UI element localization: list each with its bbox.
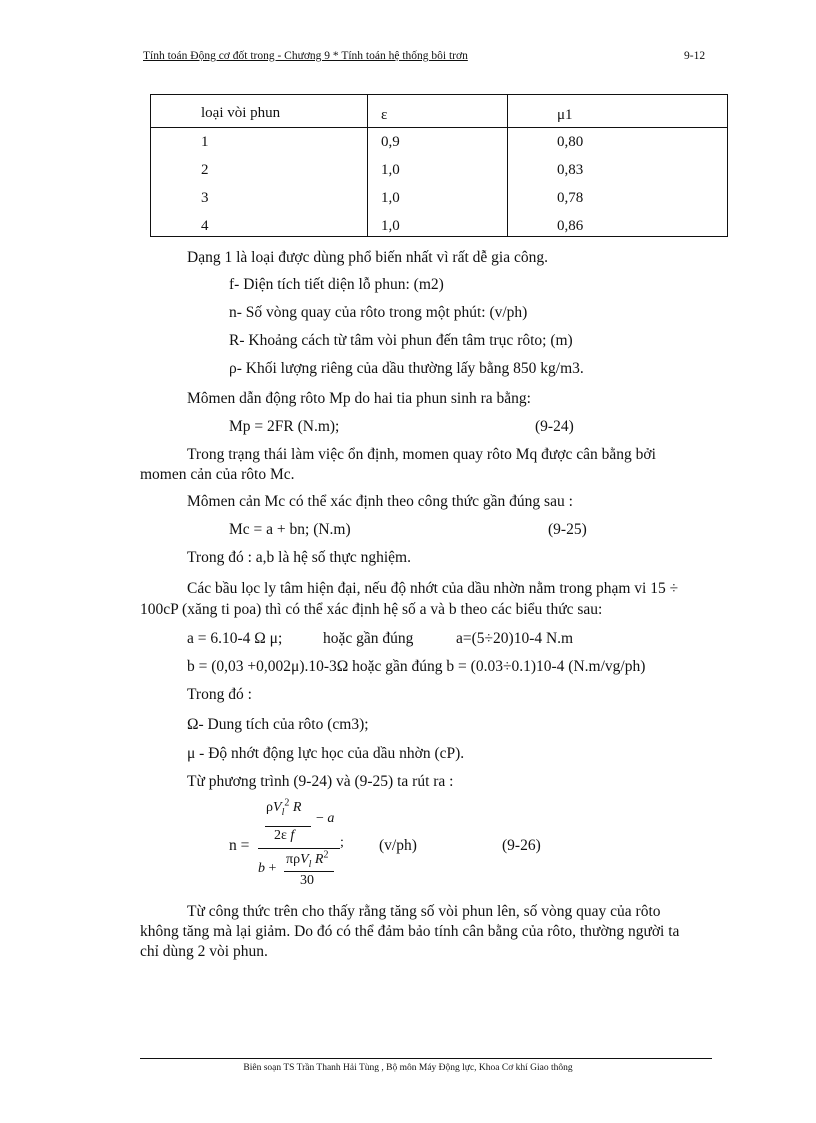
table-divider [507,95,508,236]
table-cell: 0,86 [557,218,584,234]
definition-mu: μ - Độ nhớt động lực học của dầu nhờn (cP). [187,745,465,762]
table-header: loại vòi phun [201,105,281,121]
paragraph: momen cản của rôto Mc. [140,466,295,483]
formula-term: − a [316,811,335,826]
table-cell: 2 [201,162,209,178]
definition-omega: Ω- Dung tích của rôto (cm3); [187,716,369,733]
table-cell: 4 [201,218,209,234]
equation-number: (9-25) [548,521,587,538]
equation-number: (9-24) [535,418,574,435]
formula-term: 2ε f [274,828,295,843]
table-cell: 1 [201,134,209,150]
table-header: ε [381,107,388,123]
equation-mc: Mc = a + bn; (N.m) [229,521,351,538]
formula-term: b + [258,861,277,876]
paragraph: không tăng mà lại giảm. Do đó có thể đảm bảo tính cân bằng của rôto, thường người ta [140,923,680,940]
equation-b: b = (0,03 +0,002μ).10-3Ω hoặc gần đúng b = (0.03÷0.1)10-4 (N.m/vg/ph) [187,658,646,675]
text: hoặc gần đúng [323,630,414,647]
injector-table [150,94,728,237]
equation-number: (9-26) [502,837,541,854]
paragraph: chỉ dùng 2 vòi phun. [140,943,268,960]
paragraph: Mômen dẫn động rôto Mp do hai tia phun sinh ra bằng: [187,390,531,407]
paragraph: Trong đó : [187,686,252,703]
definition-f [229,276,444,294]
paragraph: Dạng 1 là loại được dùng phổ biến nhất vì rất dễ gia công. [187,249,548,266]
table-divider [151,127,727,128]
paragraph: Mômen cản Mc có thể xác định theo công thức gần đúng sau : [187,493,573,510]
table-cell: 1,0 [381,162,400,178]
table-header: μ1 [557,107,573,123]
table-divider [367,95,368,236]
table-cell: 1,0 [381,218,400,234]
definition-text: f- Diện tích tiết diện lỗ phun: [229,276,410,293]
formula-term: $\rho V_l^2$ R [266,797,302,818]
page-number: 9-12 [684,50,706,62]
paragraph: Từ công thức trên cho thấy rằng tăng số vòi phun lên, số vòng quay của rôto [187,903,661,920]
equation-mp: Mp = 2FR (N.m); [229,418,340,435]
footer-rule [140,1058,712,1059]
fraction-bar [265,826,311,827]
paragraph: Từ phương trình (9-24) và (9-25) ta rút ra : [187,773,454,790]
definition-n: n- Số vòng quay của rôto trong một phút: (v/ph) [229,304,528,321]
paragraph: Trong trạng thái làm việc ổn định, momen quay rôto Mq được cân bằng bởi [187,446,656,463]
fraction-bar [284,871,334,872]
running-header-title: Tính toán Động cơ đốt trong - Chương 9 * Tính toán hệ thống bôi trơn [143,50,468,62]
table-cell: 3 [201,190,209,206]
equation-a: a = 6.10-4 Ω μ; [187,630,283,647]
formula-term: ; [340,835,344,850]
table-cell: 0,80 [557,134,584,150]
table-cell: 1,0 [381,190,400,206]
formula-term: 30 [300,873,314,888]
definition-r: R- Khoảng cách từ tâm vòi phun đến tâm trục rôto; (m) [229,332,573,349]
equation-a-approx: a=(5÷20)10-4 N.m [456,630,574,647]
table-cell: 0,78 [557,190,584,206]
definition-rho: ρ- Khối lượng riêng của dầu thường lấy bằng 850 kg/m3. [229,360,584,377]
paragraph: Trong đó : a,b là hệ số thực nghiệm. [187,549,411,566]
unit: (v/ph) [379,837,417,854]
paragraph: Các bầu lọc ly tâm hiện đại, nếu độ nhớt của dầu nhờn nằm trong phạm vi 15 ÷ [187,580,679,597]
unit: (m2) [413,276,444,293]
paragraph: 100cP (xăng ti poa) thì có thể xác định hệ số a và b theo các biểu thức sau: [140,601,603,618]
footer-credit: Biên soạn TS Trần Thanh Hải Tùng , Bộ môn Máy Động lực, Khoa Cơ khí Giao thông [243,1063,573,1073]
formula-lhs: n = [229,837,250,854]
formula-term: πρV$_l$ $R^2$ [286,849,329,870]
table-cell: 0,83 [557,162,584,178]
table-cell: 0,9 [381,134,400,150]
